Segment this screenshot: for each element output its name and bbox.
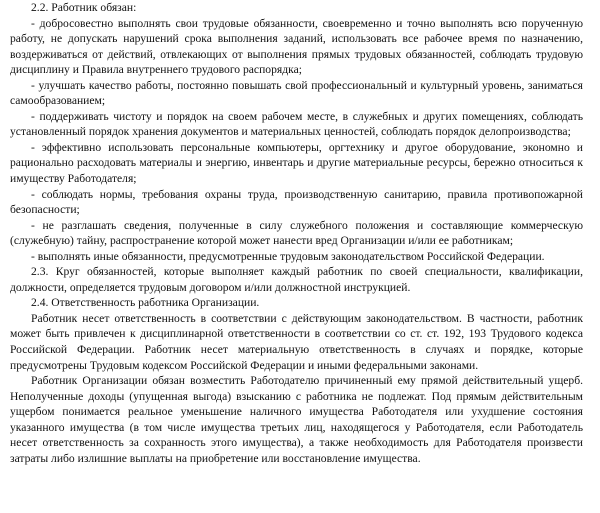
- responsibility-paragraph-1: Работник несет ответственность в соответствии с действующим законодательством. В частности, работник может быть привлечен к дисциплинарной ответственности в соответствии со ст. ст. 192, 193 Трудового кодекса Российской Федерации. Работник несет материальную ответственность в случаях и порядке, которые предусмотрены Трудовым кодексом Российской Федерации и иными федеральными законами.: [10, 311, 583, 372]
- duty-item-3: - поддерживать чистоту и порядок на своем рабочем месте, в служебных и других помещениях, соблюдать установленный порядок хранения документов и материальных ценностей, соблюдать порядок делопроизводства;: [10, 109, 583, 139]
- section-heading-2-4: 2.4. Ответственность работника Организации.: [31, 296, 260, 310]
- document-body: [10, 0, 583, 466]
- duty-item-7: - выполнять иные обязанности, предусмотренные трудовым законодательством Российской Федерации.: [31, 249, 545, 263]
- duty-item-1: - добросовестно выполнять свои трудовые обязанности, своевременно и точно выполнять всю порученную работу, не допускать нарушений срока выполнения заданий, использовать все рабочее время по назначению, воздерживаться от действий, отвлекающих от выполнения прямых трудовых обязанностей, соблюдать трудовую дисциплину и Правила внутреннего трудового распорядка;: [10, 16, 583, 77]
- section-heading-2-2: 2.2. Работник обязан:: [31, 1, 137, 14]
- section-paragraph-2-3: 2.3. Круг обязанностей, которые выполняет каждый работник по своей специальности, квалификации, должности, определяется трудовым договором и/или должностной инструкцией.: [10, 265, 583, 294]
- responsibility-paragraph-2: Работник Организации обязан возместить Работодателю причиненный ему прямой действительный ущерб. Неполученные доходы (упущенная выгода) взысканию с работника не подлежат. Под прямым действительным ущербом понимается реальное уменьшение наличного имущества Работодателя или ухудшение состояния указанного имущества (в том числе имущества третьих лиц, находящегося у Работодателя, если Работодатель несет ответственность за сохранность этого имущества), а также необходимость для Работодателя произвести затраты либо излишние выплаты на приобретение или восстановление имущества.: [10, 374, 583, 465]
- duty-item-6: - не разглашать сведения, полученные в силу служебного положения и составляющие коммерческую (служебную) тайну, распространение которой может нанести вред Организации и/или ее работникам;: [10, 218, 583, 248]
- duty-item-2: - улучшать качество работы, постоянно повышать свой профессиональный и культурный уровень, заниматься самообразованием;: [10, 78, 583, 108]
- duty-item-4: - эффективно использовать персональные компьютеры, оргтехнику и другое оборудование, экономно и рационально расходовать материалы и энергию, инвентарь и другие материальные ресурсы, бережно относиться к имуществу Работодателя;: [10, 140, 583, 186]
- duty-item-5: - соблюдать нормы, требования охраны труда, производственную санитарию, правила противопожарной безопасности;: [10, 187, 583, 217]
